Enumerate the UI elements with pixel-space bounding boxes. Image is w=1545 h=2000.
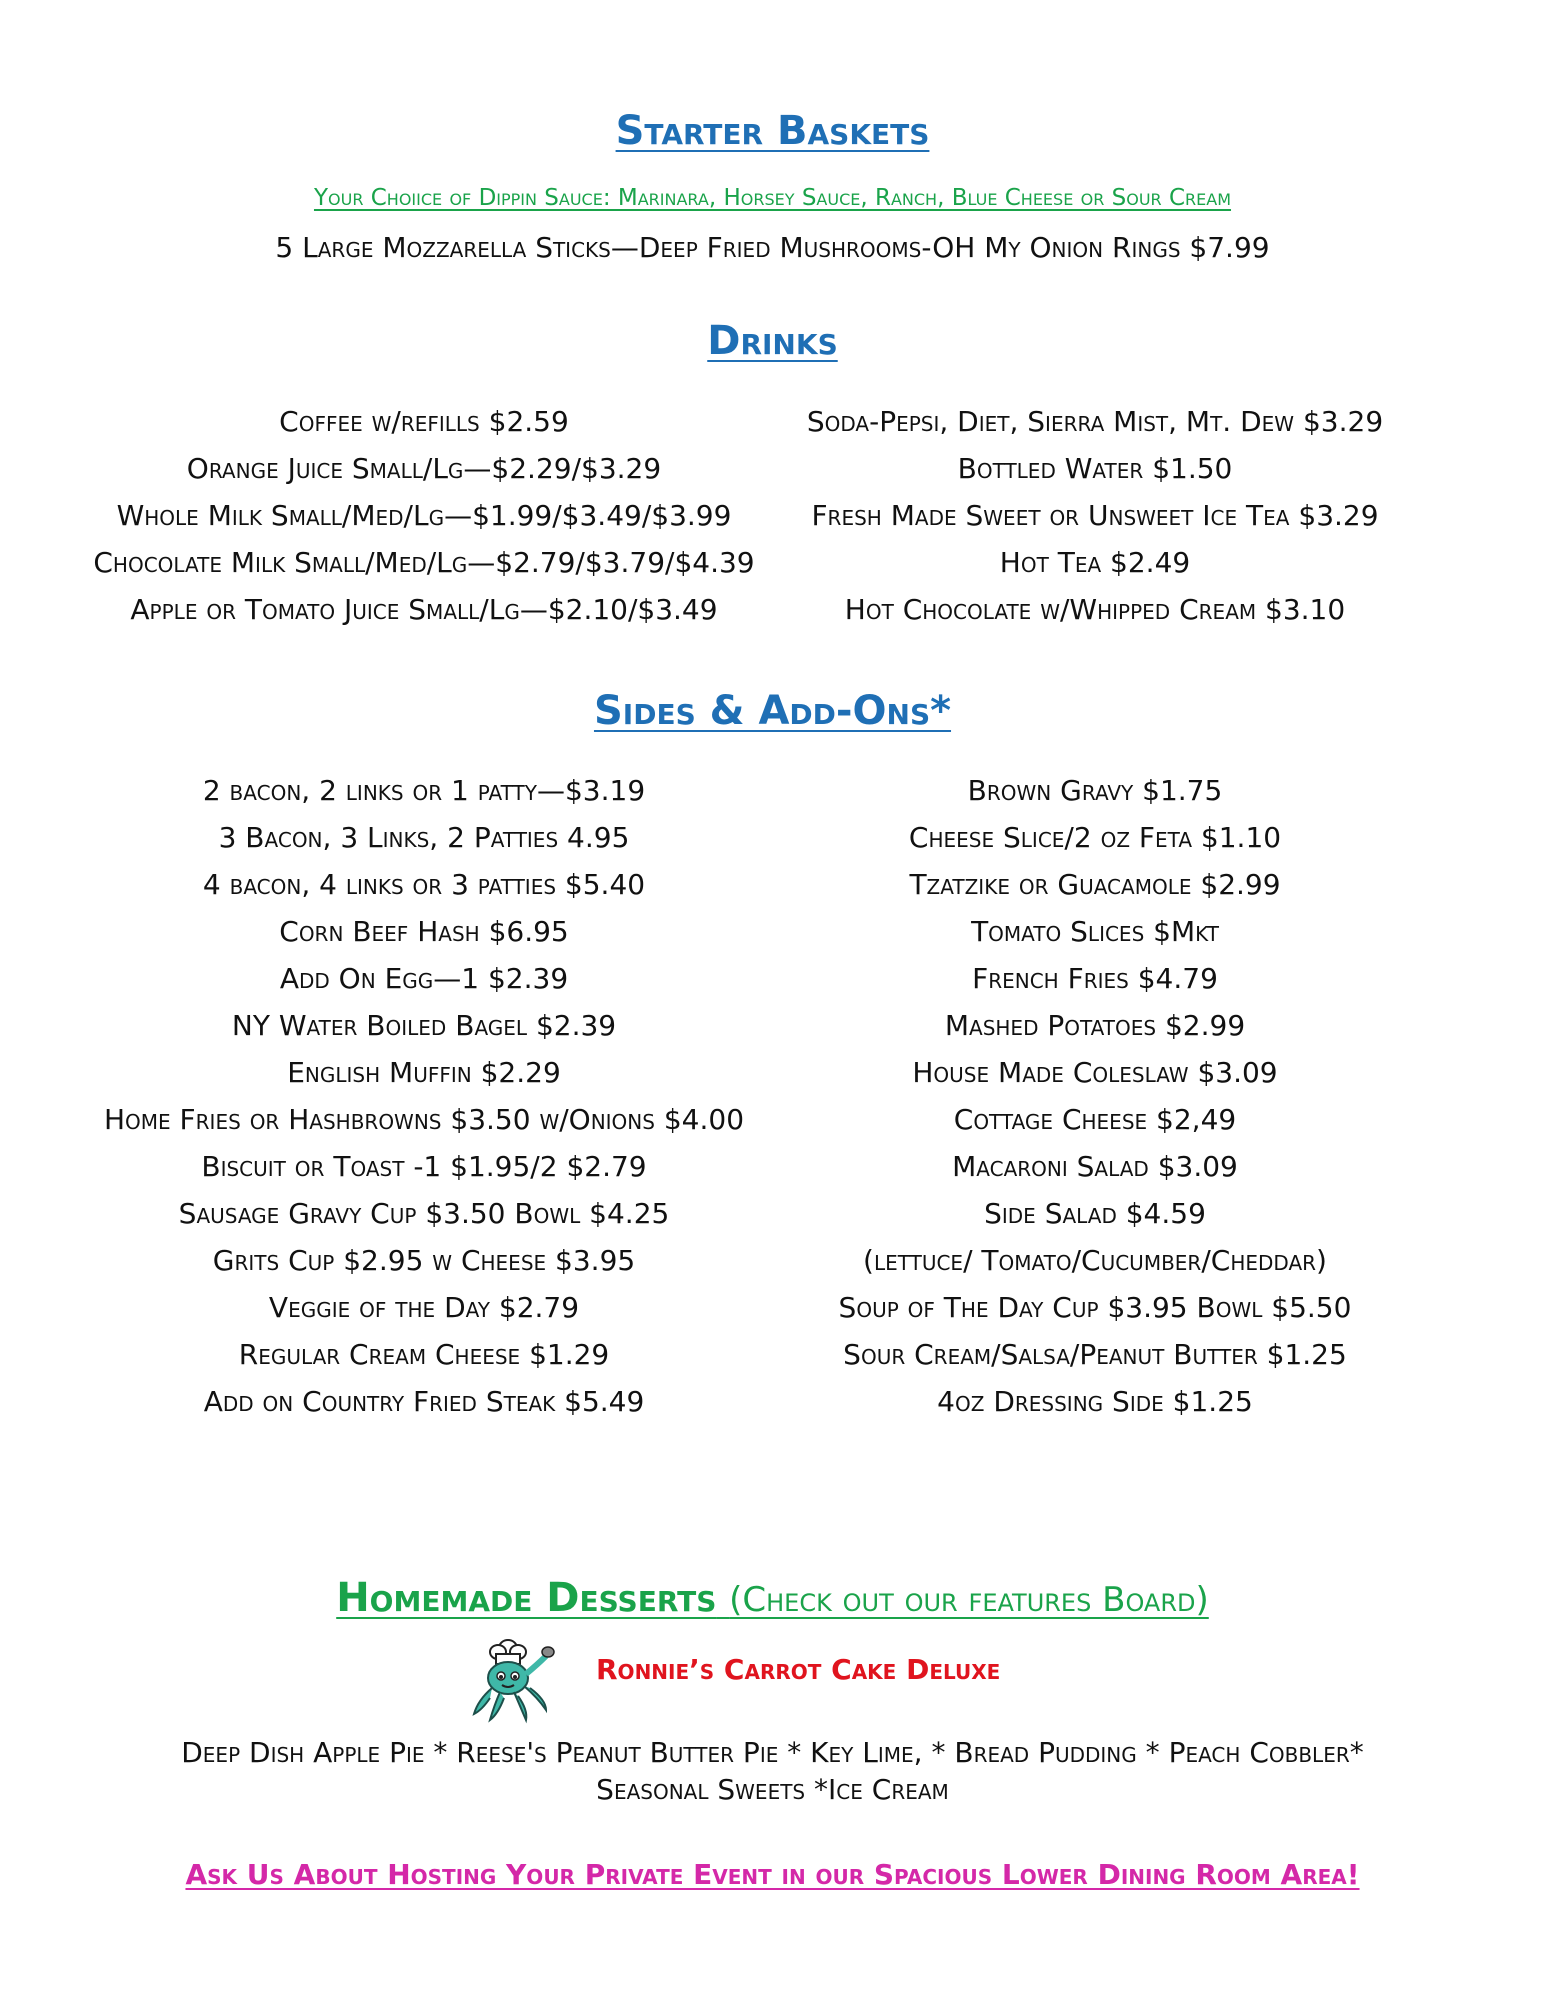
list-item: Add on Country Fried Steak $5.49	[203, 1385, 645, 1418]
featured-dessert: Ronnie’s Carrot Cake Deluxe	[596, 1653, 1001, 1686]
list-item: 3 Bacon, 3 Links, 2 Patties 4.95	[218, 821, 630, 854]
list-item: French Fries $4.79	[972, 962, 1218, 995]
list-item: 4oz Dressing Side $1.25	[937, 1385, 1253, 1418]
list-item: Biscuit or Toast -1 $1.95/2 $2.79	[201, 1150, 647, 1183]
list-item: Veggie of the Day $2.79	[268, 1291, 580, 1324]
sides-right-column	[735, 767, 1455, 1425]
list-item: Side Salad $4.59	[984, 1197, 1206, 1230]
list-item: Chocolate Milk Small/Med/Lg—$2.79/$3.79/$4.39	[93, 546, 755, 579]
drinks-title: Drinks	[707, 318, 838, 364]
list-item: Macaroni Salad $3.09	[952, 1150, 1238, 1183]
list-item: Fresh Made Sweet or Unsweet Ice Tea $3.29	[811, 499, 1379, 532]
desserts-note: (Check out our features Board)	[729, 1580, 1209, 1620]
desserts-heading: Homemade Desserts	[336, 1575, 717, 1621]
drinks-right-column	[735, 398, 1455, 633]
list-item: Soup of The Day Cup $3.95 Bowl $5.50	[838, 1291, 1352, 1324]
list-item: Sour Cream/Salsa/Peanut Butter $1.25	[843, 1338, 1347, 1371]
desserts-title	[0, 1575, 1545, 1621]
dipping-sauce-note: Your Choiice of Dippin Sauce: Marinara, Horsey Sauce, Ranch, Blue Cheese or Sour Cream	[313, 185, 1232, 211]
list-item: Apple or Tomato Juice Small/Lg—$2.10/$3.49	[130, 593, 718, 626]
list-item: Tomato Slices $Mkt	[971, 915, 1219, 948]
dessert-list-line-2: Seasonal Sweets *Ice Cream	[596, 1773, 949, 1806]
list-item: Cheese Slice/2 oz Feta $1.10	[908, 821, 1282, 854]
drinks-left-column	[64, 398, 784, 633]
list-item: House Made Coleslaw $3.09	[912, 1056, 1278, 1089]
list-item: NY Water Boiled Bagel $2.39	[231, 1009, 617, 1042]
list-item: Grits Cup $2.95 w Cheese $3.95	[212, 1244, 636, 1277]
list-item: Brown Gravy $1.75	[967, 774, 1223, 807]
list-item: Add On Egg—1 $2.39	[279, 962, 569, 995]
list-item: 2 bacon, 2 links or 1 patty—$3.19	[202, 774, 646, 807]
list-item: Mashed Potatoes $2.99	[944, 1009, 1246, 1042]
list-item: Soda-Pepsi, Diet, Sierra Mist, Mt. Dew $3.29	[806, 405, 1384, 438]
list-item: 4 bacon, 4 links or 3 patties $5.40	[202, 868, 646, 901]
list-item: Regular Cream Cheese $1.29	[238, 1338, 610, 1371]
list-item: Hot Chocolate w/Whipped Cream $3.10	[844, 593, 1346, 626]
list-item: Bottled Water $1.50	[957, 452, 1233, 485]
list-item: Whole Milk Small/Med/Lg—$1.99/$3.49/$3.99	[116, 499, 732, 532]
list-item: English Muffin $2.29	[287, 1056, 561, 1089]
list-item: Hot Tea $2.49	[999, 546, 1191, 579]
list-item: Sausage Gravy Cup $3.50 Bowl $4.25	[178, 1197, 670, 1230]
starter-baskets-title: Starter Baskets	[615, 108, 930, 154]
sides-left-column	[64, 767, 784, 1425]
sides-title: Sides & Add-Ons*	[593, 688, 952, 734]
list-item: (lettuce/ Tomato/Cucumber/Cheddar)	[863, 1244, 1327, 1277]
list-item: Coffee w/refills $2.59	[279, 405, 569, 438]
private-event-note: Ask Us About Hosting Your Private Event in our Spacious Lower Dining Room Area!	[185, 1858, 1360, 1891]
list-item: Home Fries or Hashbrowns $3.50 w/Onions $4.00	[103, 1103, 745, 1136]
list-item: Tzatzike or Guacamole $2.99	[909, 868, 1281, 901]
dessert-list-line-1: Deep Dish Apple Pie * Reese's Peanut Butter Pie * Key Lime, * Bread Pudding * Peach Cobbler*	[181, 1736, 1364, 1769]
octopus-chef-icon	[468, 1638, 558, 1724]
list-item: Cottage Cheese $2,49	[953, 1103, 1237, 1136]
list-item: Corn Beef Hash $6.95	[279, 915, 569, 948]
list-item: Orange Juice Small/Lg—$2.29/$3.29	[186, 452, 662, 485]
starter-basket-item: 5 Large Mozzarella Sticks—Deep Fried Mushrooms-OH My Onion Rings $7.99	[275, 231, 1270, 264]
